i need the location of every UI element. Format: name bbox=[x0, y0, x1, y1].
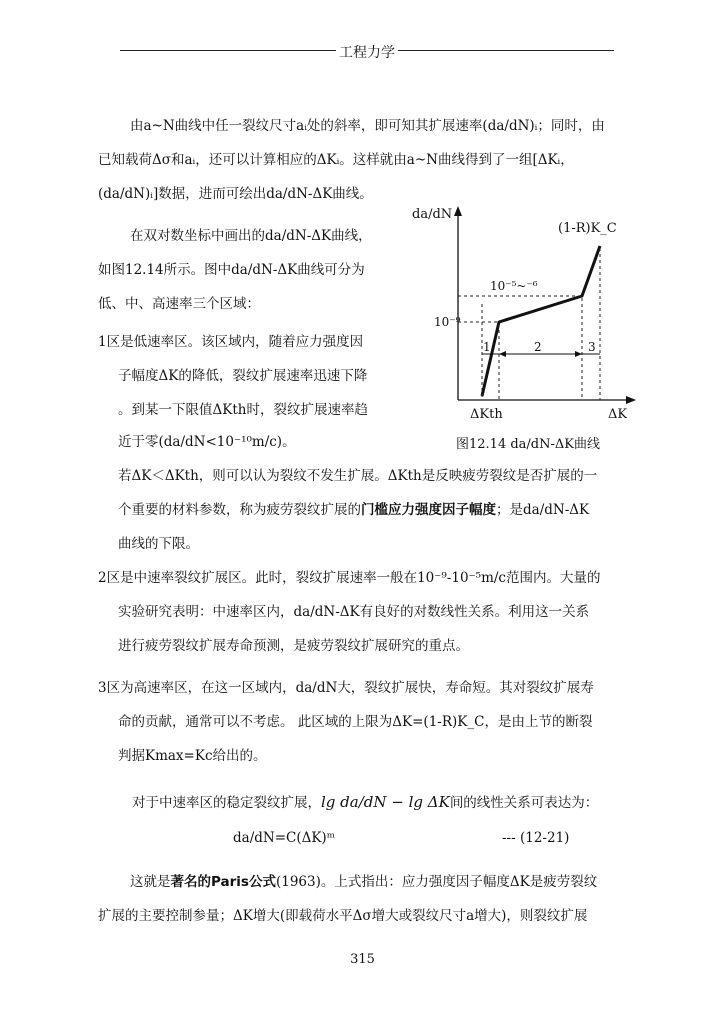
para4-line bbox=[132, 794, 598, 811]
para4-b: 间的线性关系可表达为： bbox=[449, 795, 599, 811]
x-axis-label: ΔK bbox=[608, 407, 628, 422]
region-2-label: 2 bbox=[534, 340, 542, 354]
paris-formula-inline: lg da/dN − lg ΔK bbox=[321, 793, 450, 811]
para1-line3: (da/dN)ᵢ]数据，进而可绘出da/dN-ΔK曲线。 bbox=[98, 186, 373, 202]
region2-arrow-left bbox=[499, 351, 506, 357]
paris-law-term: 著名的Paris公式 bbox=[170, 874, 276, 890]
para5-a: 这就是 bbox=[130, 874, 171, 890]
crack-growth-figure bbox=[410, 204, 640, 430]
para4-a: 对于中速率区的稳定裂纹扩展， bbox=[132, 795, 321, 811]
figure-caption: 图12.14 da/dN-ΔK曲线 bbox=[456, 437, 600, 452]
region2-line1: 2区是中速率裂纹扩展区。此时，裂纹扩展速率一般在10⁻⁹-10⁻⁵m/c范围内。大量的 bbox=[98, 570, 601, 586]
region1-line2: 子幅度ΔK的降低，裂纹扩展速率迅速下降 bbox=[118, 368, 368, 384]
equation: da/dN=C(ΔK)ᵐ bbox=[233, 830, 335, 846]
y-axis-label: da/dN bbox=[412, 207, 453, 222]
region3-line3: 判据Kmax=Kc给出的。 bbox=[118, 748, 267, 764]
region1-line1: 1区是低速率区。该区域内，随着应力强度因 bbox=[98, 334, 364, 350]
crack-growth-curve bbox=[482, 246, 600, 396]
x-axis-arrow bbox=[626, 396, 636, 404]
region1-line7: 曲线的下限。 bbox=[118, 536, 199, 552]
header-title: 工程力学 bbox=[336, 45, 398, 61]
region3-line2: 命的贡献，通常可以不考虑。 此区域的上限为ΔK=(1-R)K_C，是由上节的断裂 bbox=[118, 714, 593, 730]
para1-line1: 由a~N曲线中任一裂纹尺寸aᵢ处的斜率，即可知其扩展速率(da/dN)ᵢ；同时，由 bbox=[130, 118, 605, 134]
para5-line1 bbox=[130, 874, 597, 890]
low-rate-label: 10⁻⁹ bbox=[434, 315, 461, 329]
region2-line2: 实验研究表明：中速率区内，da/dN-ΔK有良好的对数线性关系。利用这一关系 bbox=[118, 604, 590, 620]
para5-c: (1963)。上式指出：应力强度因子幅度ΔK是疲劳裂纹 bbox=[275, 874, 598, 890]
region-1-label: 1 bbox=[483, 340, 491, 354]
page-number: 315 bbox=[350, 952, 375, 967]
para2-line1: 在双对数坐标中画出的da/dN-ΔK曲线， bbox=[130, 228, 372, 244]
region2-line3: 进行疲劳裂纹扩展寿命预测，是疲劳裂纹扩展研究的重点。 bbox=[118, 638, 469, 654]
region1-line4: 近于零(da/dN<10⁻¹⁰m/c)。 bbox=[118, 434, 296, 450]
region1-line5: 若ΔK＜ΔKth，则可以认为裂纹不发生扩展。ΔKth是反映疲劳裂纹是否扩展的一 bbox=[118, 468, 598, 484]
region1-line6 bbox=[118, 502, 589, 518]
para2-line2: 如图12.14所示。图中da/dN-ΔK曲线可分为 bbox=[98, 262, 365, 278]
y-axis-arrow bbox=[454, 206, 462, 216]
para1-line2: 已知载荷Δσ和aᵢ，还可以计算相应的ΔKᵢ。这样就由a~N曲线得到了一组[ΔKᵢ， bbox=[98, 152, 574, 168]
region3-line1: 3区为高速率区，在这一区域内，da/dN大，裂纹扩展快，寿命短。其对裂纹扩展寿 bbox=[98, 680, 594, 696]
region1-line6-c: ；是da/dN-ΔK bbox=[496, 502, 590, 518]
threshold-label: ΔKth bbox=[470, 407, 503, 422]
region2-arrow-right bbox=[575, 351, 582, 357]
region1-line3: 。到某一下限值ΔKth时，裂纹扩展速率趋 bbox=[118, 402, 368, 418]
page-header bbox=[120, 34, 614, 61]
upper-limit-label: (1-R)K_C bbox=[558, 221, 617, 236]
region1-line6-a: 个重要的材料参数，称为疲劳裂纹扩展的 bbox=[118, 502, 361, 518]
mid-rate-label: 10⁻⁵~⁻⁶ bbox=[490, 279, 538, 293]
para5-line2: 扩展的主要控制参量；ΔK增大(即载荷水平Δσ增大或裂纹尺寸a增大)，则裂纹扩展 bbox=[98, 908, 588, 924]
para2-line3: 低、中、高速率三个区域： bbox=[98, 296, 260, 312]
threshold-term: 门槛应力强度因子幅度 bbox=[361, 502, 496, 518]
region-3-label: 3 bbox=[588, 340, 596, 354]
equation-number: --- (12-21) bbox=[502, 830, 570, 846]
